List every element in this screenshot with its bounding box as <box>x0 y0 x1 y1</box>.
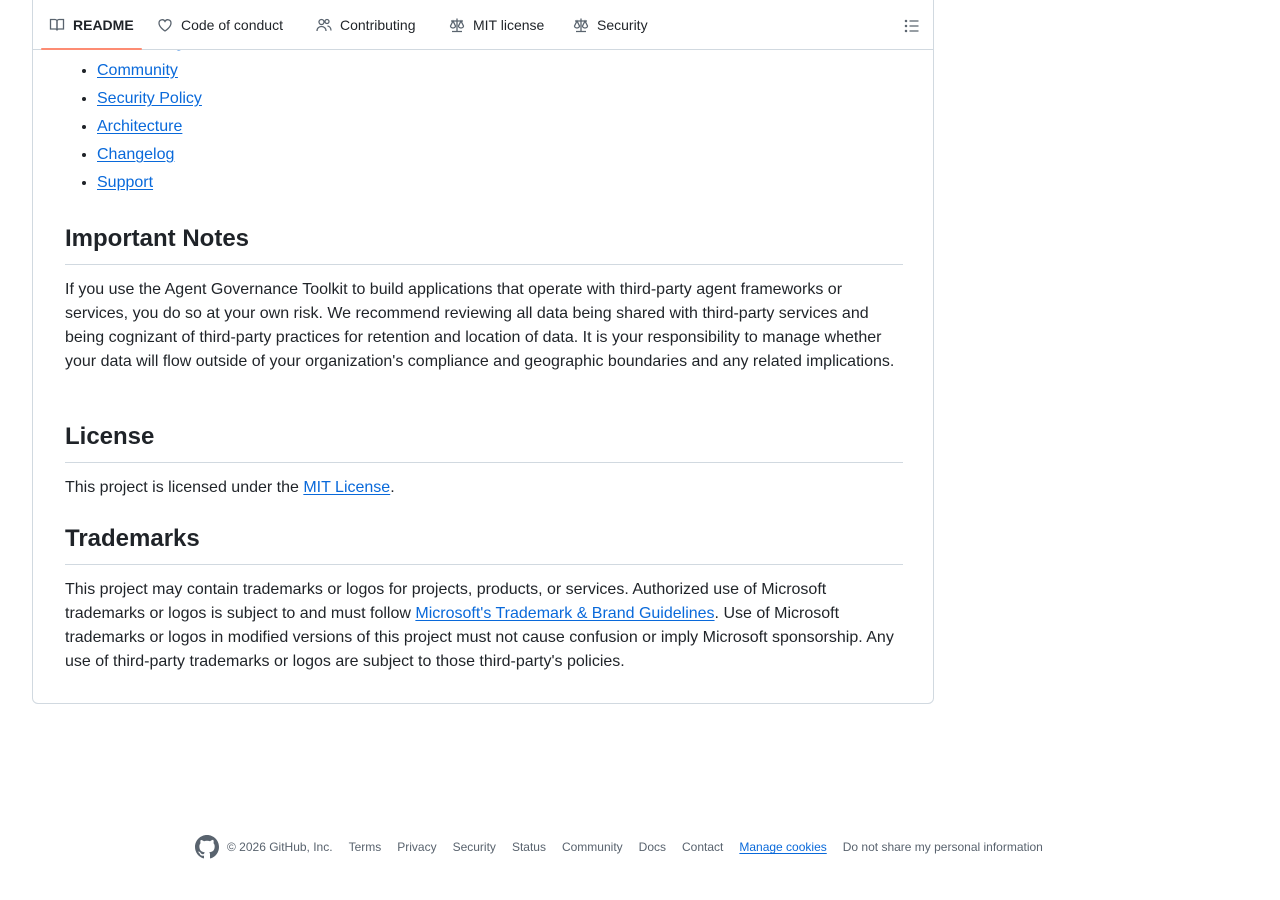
important-notes-heading: Important Notes <box>65 224 903 265</box>
trademark-guidelines-link[interactable]: Microsoft's Trademark & Brand Guidelines <box>415 605 715 622</box>
important-notes-paragraph: If you use the Agent Governance Toolkit to build applications that operate with third-party agent frameworks or services, you do so at your own risk. We recommend reviewing all data being shared with third-party services and being cognizant of third-party practices for retention and location of data. It is your responsibility to manage whether your data will flow outside of your organization's compliance and geographic boundaries and any related implications. <box>65 281 895 370</box>
footer-do-not-share-link[interactable]: Do not share my personal information <box>842 840 1043 854</box>
tab-label: Security <box>597 17 648 33</box>
tab-security[interactable] <box>573 1 648 49</box>
community-link[interactable]: Community <box>97 62 178 79</box>
footer-copyright: © 2026 GitHub, Inc. <box>227 840 333 854</box>
tab-contributing[interactable] <box>316 1 416 49</box>
footer-terms-link[interactable]: Terms <box>348 840 382 854</box>
tab-label: README <box>73 17 134 33</box>
changelog-link[interactable]: Changelog <box>97 146 175 163</box>
tab-readme[interactable] <box>49 1 134 49</box>
list-item <box>97 59 230 87</box>
list-item <box>97 115 230 143</box>
tab-mit-license[interactable] <box>449 1 544 49</box>
footer-security-link[interactable]: Security <box>452 840 496 854</box>
law-icon <box>449 17 465 33</box>
license-heading: License <box>65 422 903 463</box>
readme-tabbar <box>33 0 933 50</box>
footer-status-link[interactable]: Status <box>511 840 546 854</box>
list-item <box>97 171 230 199</box>
links-list <box>65 31 230 199</box>
readme-box <box>32 0 934 704</box>
license-text-end: . <box>390 479 395 496</box>
tab-label: Code of conduct <box>181 17 283 33</box>
security-policy-link[interactable]: Security Policy <box>97 90 202 107</box>
license-text: This project is licensed under the <box>65 479 304 496</box>
mit-license-link[interactable]: MIT License <box>303 479 391 496</box>
footer-privacy-link[interactable]: Privacy <box>397 840 437 854</box>
people-icon <box>316 17 332 33</box>
github-logo-icon[interactable] <box>195 835 219 859</box>
architecture-link[interactable]: Architecture <box>97 118 183 135</box>
heart-icon <box>157 17 173 33</box>
trademarks-text: This project may contain trademarks or logos for projects, products, or services. Authorized use of Microsoft trademarks or logos is subject to and must follow <box>65 581 827 622</box>
license-paragraph <box>65 476 903 500</box>
footer-manage-cookies-link[interactable]: Manage cookies <box>739 840 827 854</box>
support-link[interactable]: Support <box>97 174 154 191</box>
tab-code-of-conduct[interactable] <box>157 1 283 49</box>
outline-toggle-button[interactable] <box>901 15 923 37</box>
law-icon <box>573 17 589 33</box>
trademarks-text-end: . Use of Microsoft trademarks or logos in modified versions of this project must not cause confusion or imply Microsoft sponsorship. Any use of third-party trademarks or logos are subject to those third-party's policies. <box>65 605 894 670</box>
list-item <box>97 87 230 115</box>
site-footer <box>195 834 1043 860</box>
footer-docs-link[interactable]: Docs <box>638 840 666 854</box>
trademarks-paragraph <box>65 578 903 674</box>
tab-label: Contributing <box>340 17 416 33</box>
trademarks-heading: Trademarks <box>65 524 903 565</box>
footer-community-link[interactable]: Community <box>561 840 623 854</box>
list-item <box>97 143 230 171</box>
book-icon <box>49 17 65 33</box>
list-unordered-icon <box>904 18 920 34</box>
footer-contact-link[interactable]: Contact <box>682 840 724 854</box>
tab-label: MIT license <box>473 17 545 33</box>
